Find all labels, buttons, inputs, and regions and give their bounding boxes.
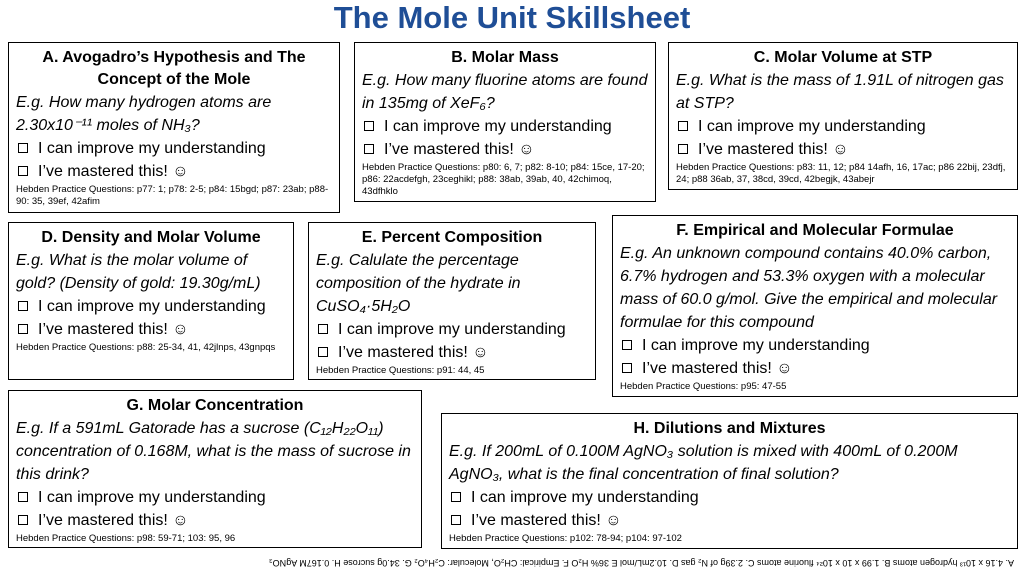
checkbox-icon[interactable] xyxy=(318,347,328,357)
mastered-label: I’ve mastered this! ☺ xyxy=(471,512,622,529)
section-a-practice: Hebden Practice Questions: p77: 1; p78: 2-5; p84: 15bgd; p87: 23ab; p88-90: 35, 39ef, 42afim xyxy=(16,184,329,207)
section-e-example: E.g. Calulate the percentage composition of the hydrate in CuSO₄·5H₂O xyxy=(316,252,521,315)
improve-label: I can improve my understanding xyxy=(38,298,266,315)
improve-label: I can improve my understanding xyxy=(384,118,612,135)
improve-label: I can improve my understanding xyxy=(38,489,266,506)
improve-checkbox-d[interactable] xyxy=(16,295,286,318)
mastered-checkbox-a[interactable] xyxy=(16,160,332,183)
section-h-heading: H. Dilutions and Mixtures xyxy=(633,420,826,437)
mastered-checkbox-h[interactable] xyxy=(449,509,1010,532)
section-h-practice: Hebden Practice Questions: p102: 78-94; p104: 97-102 xyxy=(449,533,682,544)
section-a-heading: A. Avogadro’s Hypothesis and The Concept of the Mole xyxy=(42,49,306,88)
section-a-box xyxy=(8,42,340,213)
checkbox-icon[interactable] xyxy=(318,324,328,334)
checkbox-icon[interactable] xyxy=(18,166,28,176)
checkbox-icon[interactable] xyxy=(678,144,688,154)
section-e-box xyxy=(308,222,596,380)
section-d-heading: D. Density and Molar Volume xyxy=(41,229,261,246)
improve-label: I can improve my understanding xyxy=(338,321,566,338)
checkbox-icon[interactable] xyxy=(678,121,688,131)
section-f-box xyxy=(612,215,1018,397)
mastered-label: I’ve mastered this! ☺ xyxy=(38,163,189,180)
improve-checkbox-c[interactable] xyxy=(676,115,1010,138)
improve-checkbox-h[interactable] xyxy=(449,486,1010,509)
checkbox-icon[interactable] xyxy=(451,492,461,502)
section-g-box xyxy=(8,390,422,548)
section-f-practice: Hebden Practice Questions: p95: 47-55 xyxy=(620,381,787,392)
mastered-label: I’ve mastered this! ☺ xyxy=(698,141,849,158)
mastered-label: I’ve mastered this! ☺ xyxy=(384,141,535,158)
section-d-practice: Hebden Practice Questions: p88: 25-34, 41, 42jlnps, 43gnpqs xyxy=(16,342,276,353)
section-d-example: E.g. What is the molar volume of gold? (Density of gold: 19.30g/mL) xyxy=(16,252,261,292)
mastered-label: I’ve mastered this! ☺ xyxy=(642,360,793,377)
mastered-checkbox-c[interactable] xyxy=(676,138,1010,161)
checkbox-icon[interactable] xyxy=(18,324,28,334)
checkbox-icon[interactable] xyxy=(622,340,632,350)
mastered-checkbox-d[interactable] xyxy=(16,318,286,341)
section-c-box xyxy=(668,42,1018,190)
checkbox-icon[interactable] xyxy=(18,143,28,153)
section-b-box xyxy=(354,42,656,202)
improve-checkbox-f[interactable] xyxy=(620,334,1010,357)
improve-label: I can improve my understanding xyxy=(698,118,926,135)
mastered-checkbox-e[interactable] xyxy=(316,341,588,364)
section-h-example: E.g. If 200mL of 0.100M AgNO₃ solution is mixed with 400mL of 0.200M AgNO₃, what is the final concentration of final solution? xyxy=(449,443,958,483)
section-e-practice: Hebden Practice Questions: p91: 44, 45 xyxy=(316,365,485,376)
section-f-heading: F. Empirical and Molecular Formulae xyxy=(676,222,954,239)
checkbox-icon[interactable] xyxy=(18,301,28,311)
section-g-example: E.g. If a 591mL Gatorade has a sucrose (C₁₂H₂₂O₁₁) concentration of 0.168M, what is the mass of sucrose in this drink? xyxy=(16,420,411,483)
section-g-heading: G. Molar Concentration xyxy=(126,397,304,414)
mastered-checkbox-b[interactable] xyxy=(362,138,648,161)
improve-checkbox-e[interactable] xyxy=(316,318,588,341)
checkbox-icon[interactable] xyxy=(364,144,374,154)
checkbox-icon[interactable] xyxy=(18,515,28,525)
upside-down-answer-key: A. 4.16 x 10¹³ hydrogen atoms B. 1.99 x 10 x 10²⁴ fluorine atoms C. 2.39g of N₂ gas D. 10.2mL/mol E 36% H₂O F. Empirical: CH₂O, Molecular: C₂H₄O₂ G. 34.0g sucrose H. 0.167M AgNO₃ xyxy=(269,558,1014,568)
checkbox-icon[interactable] xyxy=(622,363,632,373)
checkbox-icon[interactable] xyxy=(18,492,28,502)
section-a-example: E.g. How many hydrogen atoms are 2.30x10⁻¹¹ moles of NH₃? xyxy=(16,94,272,134)
improve-label: I can improve my understanding xyxy=(38,140,266,157)
section-b-heading: B. Molar Mass xyxy=(451,49,559,66)
mastered-label: I’ve mastered this! ☺ xyxy=(338,344,489,361)
checkbox-icon[interactable] xyxy=(451,515,461,525)
section-h-box xyxy=(441,413,1018,549)
section-g-practice: Hebden Practice Questions: p98: 59-71; 103: 95, 96 xyxy=(16,533,236,544)
section-d-box xyxy=(8,222,294,380)
section-c-practice: Hebden Practice Questions: p83: 11, 12; p84 14afh, 16, 17ac; p86 22bij, 23dfj, 24; p88 36ab, 37, 38cd, 39cd, 42begjk, 43abejr xyxy=(676,162,1006,185)
section-c-heading: C. Molar Volume at STP xyxy=(753,49,933,66)
mastered-label: I’ve mastered this! ☺ xyxy=(38,321,189,338)
improve-label: I can improve my understanding xyxy=(642,337,870,354)
improve-checkbox-a[interactable] xyxy=(16,137,332,160)
section-b-practice: Hebden Practice Questions: p80: 6, 7; p82: 8-10; p84: 15ce, 17-20; p86: 22acdefgh, 23ceghikl; p88: 38ab, 39ab, 40, 42chimoq, 43dfhklo xyxy=(362,162,645,197)
mastered-checkbox-g[interactable] xyxy=(16,509,414,532)
page-title: The Mole Unit Skillsheet xyxy=(333,0,691,35)
improve-checkbox-g[interactable] xyxy=(16,486,414,509)
mastered-label: I’ve mastered this! ☺ xyxy=(38,512,189,529)
improve-checkbox-b[interactable] xyxy=(362,115,648,138)
checkbox-icon[interactable] xyxy=(364,121,374,131)
section-e-heading: E. Percent Composition xyxy=(361,229,543,246)
mastered-checkbox-f[interactable] xyxy=(620,357,1010,380)
section-b-example: E.g. How many fluorine atoms are found in 135mg of XeF₆? xyxy=(362,72,648,112)
section-f-example: E.g. An unknown compound contains 40.0% carbon, 6.7% hydrogen and 53.3% oxygen with a molecular mass of 60.0 g/mol. Give the empirical and molecular formulae for this compound xyxy=(620,245,998,331)
improve-label: I can improve my understanding xyxy=(471,489,699,506)
section-c-example: E.g. What is the mass of 1.91L of nitrogen gas at STP? xyxy=(676,72,1004,112)
